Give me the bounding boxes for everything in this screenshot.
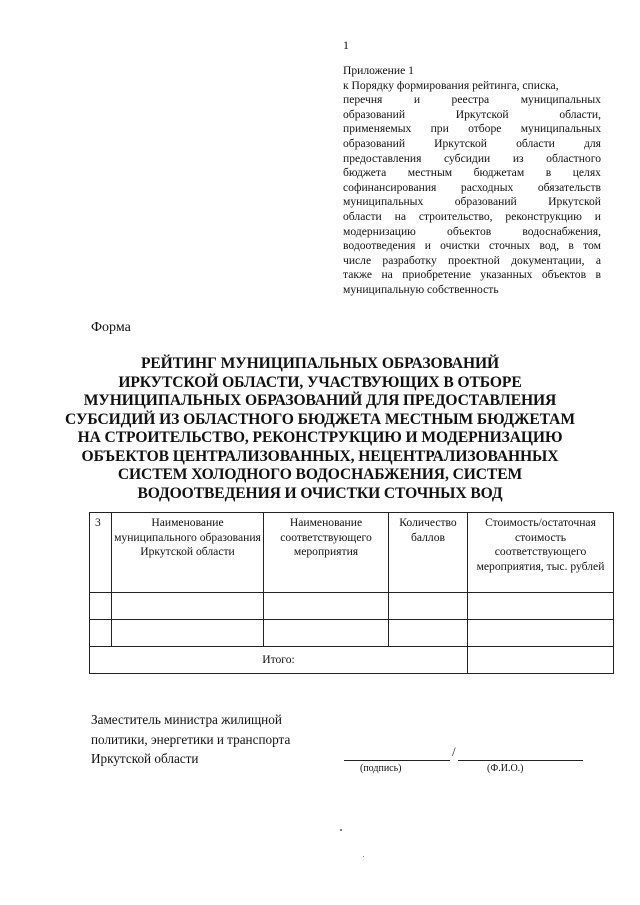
appendix-word: очистки <box>440 239 480 253</box>
appendix-line <box>343 166 601 181</box>
appendix-word: применяемых <box>343 122 412 136</box>
table-cell <box>468 593 614 620</box>
appendix-word: модернизацию <box>343 224 416 238</box>
total-row <box>90 647 614 674</box>
table-cell <box>264 620 389 647</box>
table-cell <box>389 620 468 647</box>
appendix-word: в <box>545 166 552 180</box>
appendix-word: муниципальных <box>343 195 424 209</box>
appendix-line <box>343 137 601 152</box>
appendix-word: образований <box>454 195 517 209</box>
scan-speck <box>363 856 364 857</box>
appendix-line <box>343 210 601 225</box>
table-cell <box>112 593 264 620</box>
header-municipality: Наименование муниципального образования Иркутской области <box>112 513 264 593</box>
document-title <box>60 355 580 503</box>
appendix-word: предоставления <box>343 151 422 165</box>
appendix-word: Иркутской <box>455 107 509 121</box>
table-row <box>90 593 614 620</box>
title-line: СУБСИДИЙ ИЗ ОБЛАСТНОГО БЮДЖЕТА МЕСТНЫМ БЮДЖЕТАМ <box>65 410 575 428</box>
appendix-word: приобретение <box>402 268 471 282</box>
appendix-word: из <box>512 151 524 165</box>
appendix-word: вод, <box>539 239 560 253</box>
appendix-line <box>343 108 601 123</box>
appendix-word: на <box>394 209 406 223</box>
signature-caption: (подпись) <box>360 763 402 774</box>
appendix-line <box>343 195 601 210</box>
appendix-word: перечня <box>343 93 383 107</box>
appendix-word: и <box>424 239 431 253</box>
appendix-word: реестра <box>451 93 490 107</box>
title-line: ОБЪЕКТОВ ЦЕНТРАЛИЗОВАННЫХ, НЕЦЕНТРАЛИЗОВАННЫХ <box>81 447 559 465</box>
name-caption: (Ф.И.О.) <box>487 763 524 774</box>
appendix-word: разработку <box>382 253 437 267</box>
signature-blank-line <box>344 760 450 761</box>
appendix-word: водоотведения <box>343 239 416 253</box>
appendix-word: образований <box>343 107 406 121</box>
appendix-word: указанных <box>480 268 533 282</box>
appendix-word: в <box>568 239 574 253</box>
appendix-word: при <box>430 122 449 136</box>
appendix-line <box>343 152 601 167</box>
appendix-word: обязательств <box>537 180 601 194</box>
rating-table <box>89 512 614 674</box>
appendix-line: к Порядку формирования рейтинга, списка, <box>343 78 559 92</box>
appendix-line <box>343 239 601 254</box>
signature-slash: / <box>452 744 456 759</box>
appendix-word: для <box>583 136 601 150</box>
total-value-cell <box>468 647 614 674</box>
appendix-word: в <box>595 268 601 282</box>
appendix-word: субсидии <box>444 151 491 165</box>
appendix-word: области <box>343 209 382 223</box>
appendix-line: муниципальную собственность <box>343 282 499 296</box>
title-line: ВОДООТВЕДЕНИЯ И ОЧИСТКИ СТОЧНЫХ ВОД <box>137 484 503 502</box>
title-line: ИРКУТСКОЙ ОБЛАСТИ, УЧАСТВУЮЩИХ В ОТБОРЕ <box>118 373 522 391</box>
table-header-row <box>90 513 614 593</box>
form-label: Форма <box>91 320 131 335</box>
appendix-word: Иркутской <box>434 136 487 150</box>
appendix-line <box>343 122 601 137</box>
table-cell <box>468 620 614 647</box>
table-cell <box>389 593 468 620</box>
appendix-line <box>343 181 601 196</box>
appendix-line <box>343 225 601 240</box>
header-number: 3 <box>90 513 112 593</box>
table-cell <box>264 593 389 620</box>
appendix-word: отборе <box>468 122 502 136</box>
header-cost: Стоимость/остаточная стоимость соответствующего мероприятия, тыс. рублей <box>468 513 614 593</box>
appendix-word: областного <box>546 151 601 165</box>
appendix-word: муниципальных <box>520 122 601 136</box>
table-cell <box>90 620 112 647</box>
scan-speck <box>340 829 342 831</box>
appendix-word: том <box>583 239 601 253</box>
appendix-word: сточных <box>489 239 531 253</box>
appendix-word: на <box>381 268 393 282</box>
appendix-line: Приложение 1 <box>343 64 414 77</box>
name-blank-line <box>458 760 583 761</box>
appendix-word: объектов <box>541 268 587 282</box>
title-line: МУНИЦИПАЛЬНЫХ ОБРАЗОВАНИЙ ДЛЯ ПРЕДОСТАВЛЕНИЯ <box>83 392 557 409</box>
page-number: 1 <box>343 38 349 52</box>
table-cell <box>112 620 264 647</box>
header-points: Количество баллов <box>389 513 468 593</box>
appendix-word: области <box>516 136 555 150</box>
appendix-word: области, <box>559 107 601 121</box>
title-line: НА СТРОИТЕЛЬСТВО, РЕКОНСТРУКЦИЮ И МОДЕРНИЗАЦИЮ <box>77 429 563 446</box>
appendix-word: бюджета <box>343 166 387 180</box>
appendix-note <box>343 64 601 298</box>
header-measure: Наименование соответствующего мероприятия <box>264 513 389 593</box>
signatory-line: Иркутской области <box>91 751 199 766</box>
appendix-word: образований <box>343 136 406 150</box>
signatory-title <box>91 710 290 769</box>
table-row <box>90 620 614 647</box>
appendix-line <box>343 93 601 108</box>
appendix-word: а <box>595 253 601 267</box>
appendix-word: софинансирования <box>343 180 437 194</box>
title-line: СИСТЕМ ХОЛОДНОГО ВОДОСНАБЖЕНИЯ, СИСТЕМ <box>117 466 523 483</box>
appendix-word: числе <box>343 253 372 267</box>
table-cell <box>90 593 112 620</box>
appendix-word: проектной <box>448 253 500 267</box>
signatory-line: Заместитель министра жилищной <box>91 712 282 727</box>
appendix-line <box>343 254 601 269</box>
appendix-word: и <box>594 209 601 223</box>
appendix-word: реконструкцию <box>505 209 582 223</box>
appendix-word: водоснабжения, <box>522 224 601 238</box>
appendix-word: бюджетам <box>473 166 525 180</box>
appendix-word: и <box>413 93 421 107</box>
appendix-line <box>343 268 601 283</box>
appendix-word: целях <box>572 166 601 180</box>
appendix-word: местным <box>407 166 453 180</box>
title-line: РЕЙТИНГ МУНИЦИПАЛЬНЫХ ОБРАЗОВАНИЙ <box>140 355 500 372</box>
signatory-line: политики, энергетики и транспорта <box>91 731 291 747</box>
appendix-word: расходных <box>460 180 514 194</box>
total-label: Итого: <box>90 647 468 674</box>
appendix-word: также <box>343 268 372 282</box>
appendix-word: строительство, <box>418 209 493 223</box>
appendix-word: Иркутской <box>548 195 601 209</box>
appendix-word: объектов <box>447 224 492 238</box>
appendix-word: муниципальных <box>520 93 601 107</box>
appendix-word: документации, <box>511 253 585 267</box>
